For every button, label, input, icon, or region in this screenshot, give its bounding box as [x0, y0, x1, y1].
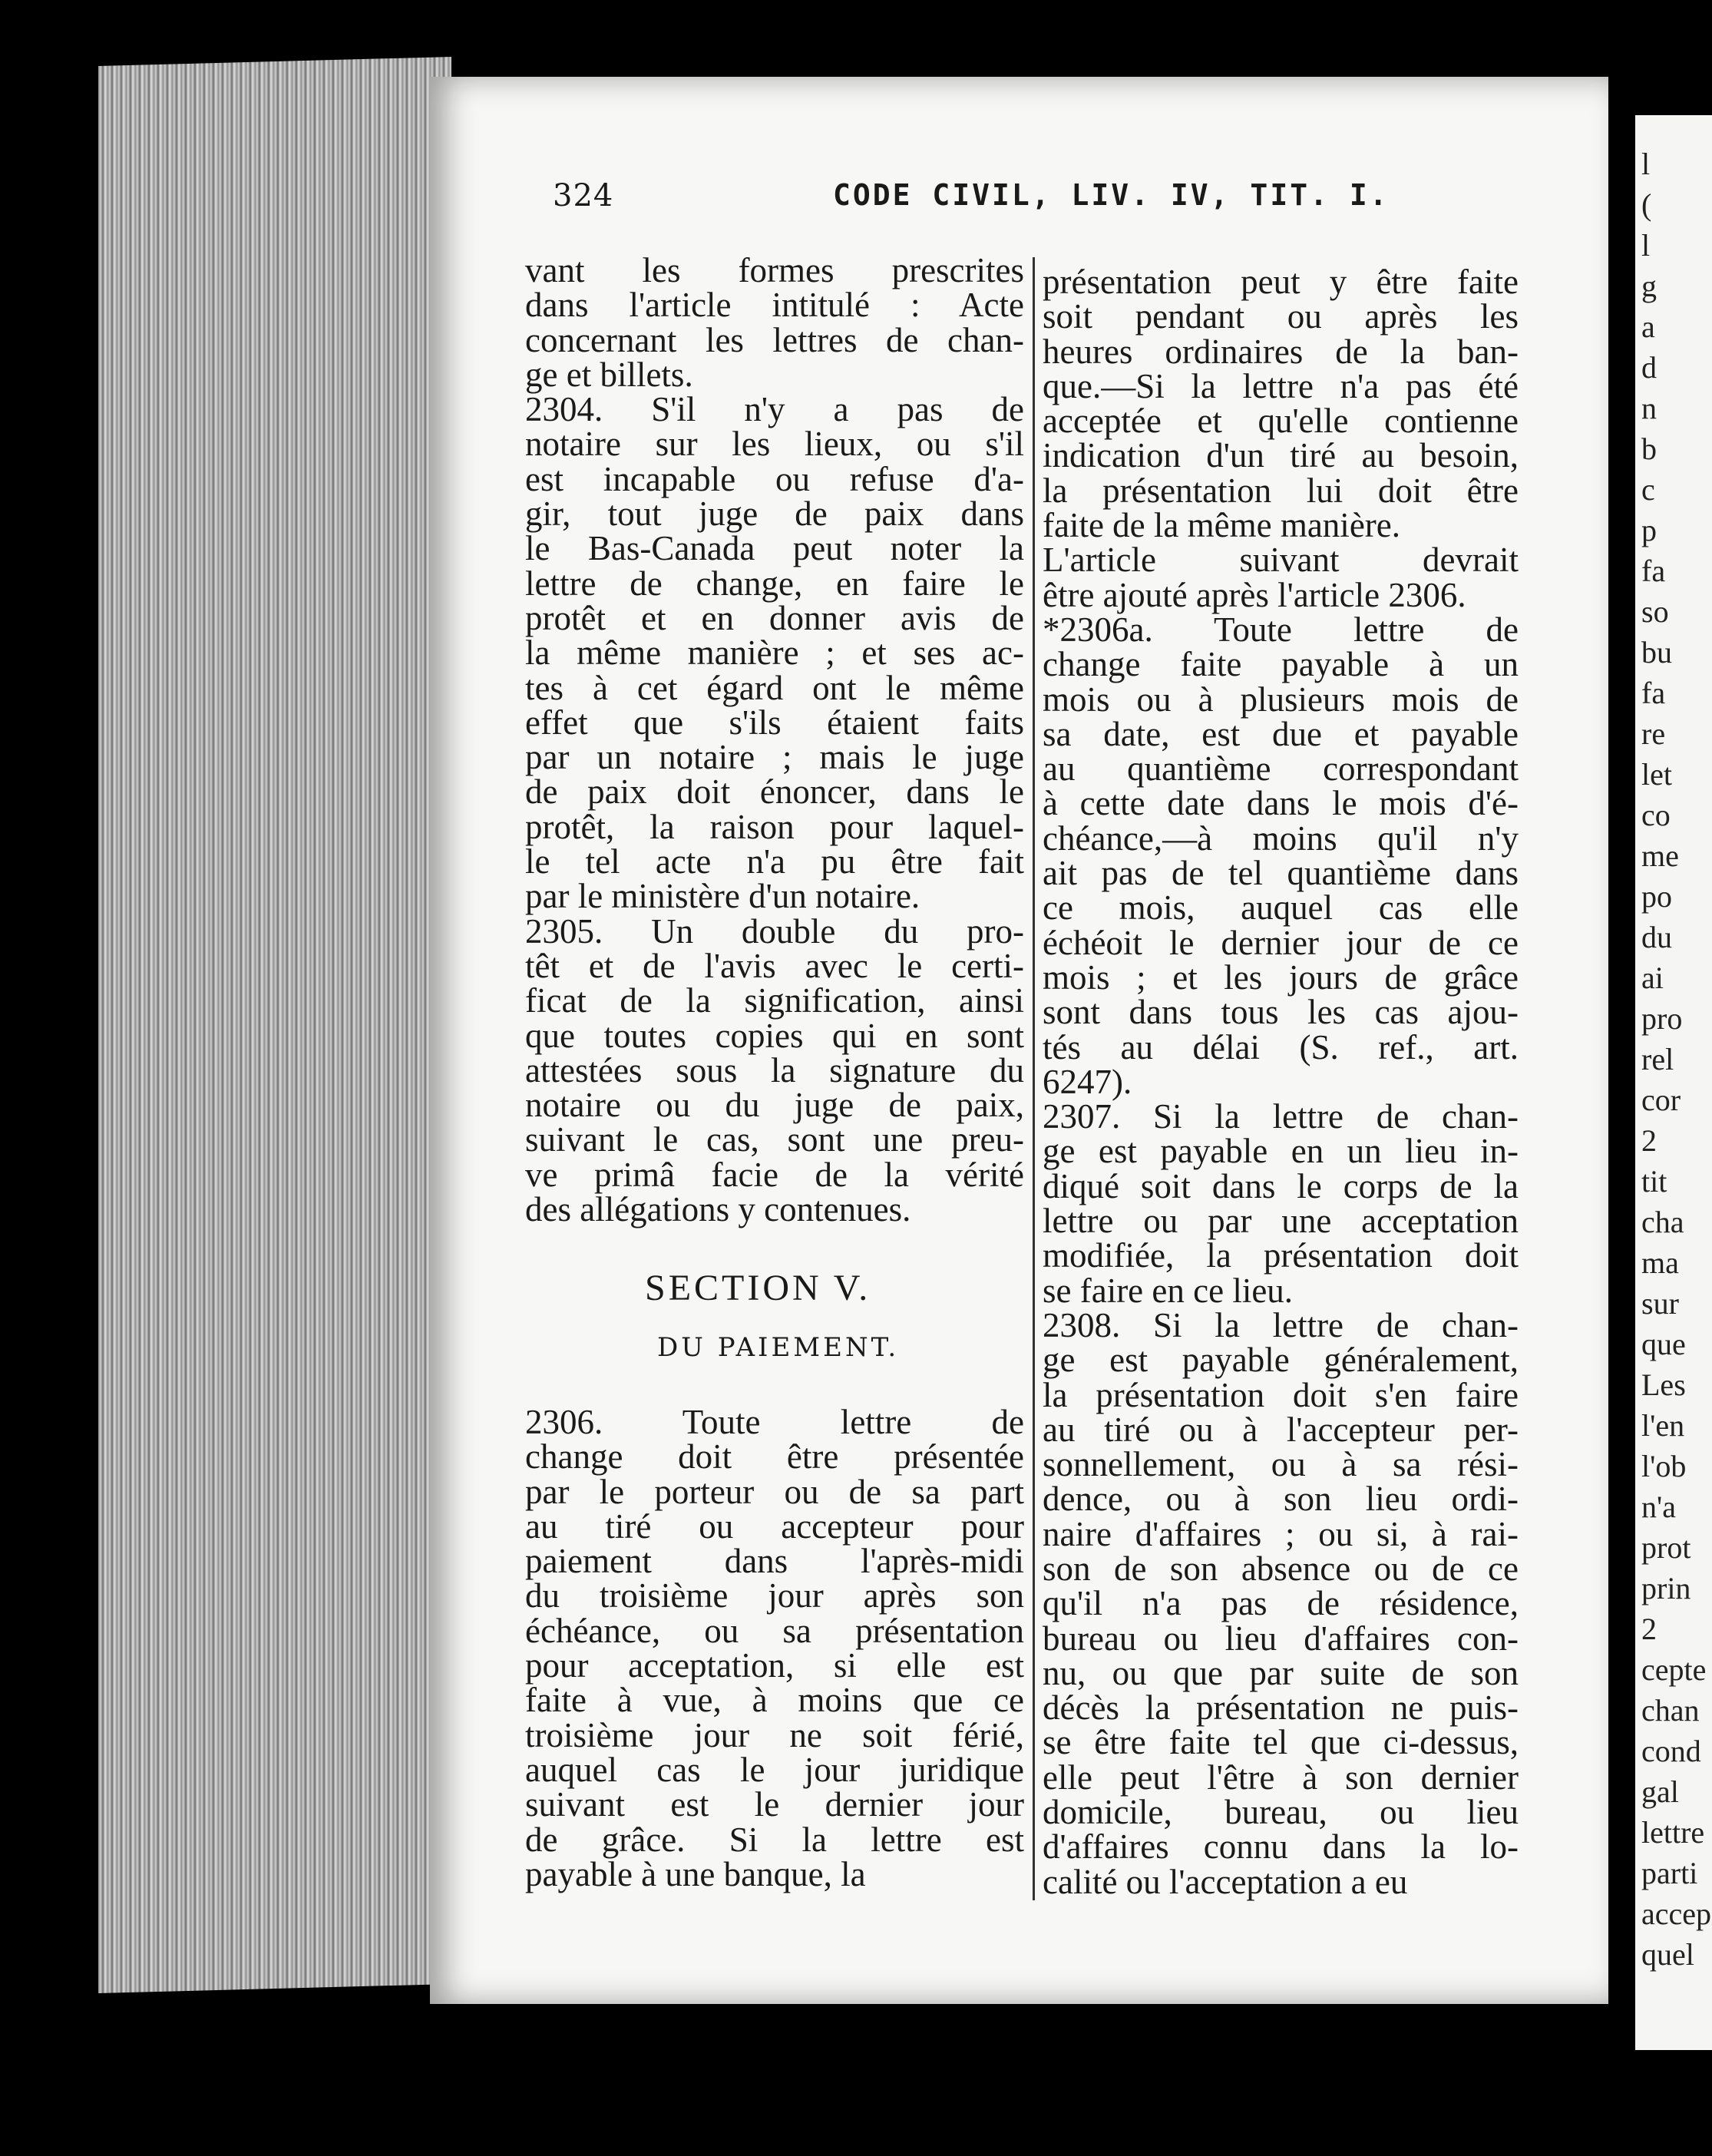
text-line: concernant les lettres de chan-	[525, 320, 1024, 359]
text-line: ve primâ facie de la vérité	[525, 1155, 1024, 1194]
text-line: la même manière ; et ses ac-	[525, 633, 1024, 673]
text-line: son de son absence ou de ce	[1043, 1549, 1519, 1588]
text-line: par le ministère d'un notaire.	[525, 877, 920, 916]
text-line: auquel cas le jour juridique	[525, 1750, 1024, 1789]
text-line: notaire ou du juge de paix,	[525, 1086, 1024, 1125]
text-line: soit pendant ou après les	[1043, 297, 1519, 336]
facing-page-text-fragment: l	[1641, 228, 1651, 263]
text-line: indication d'un tiré au besoin,	[1043, 436, 1519, 475]
text-line: elle peut l'être à son dernier	[1043, 1758, 1519, 1797]
text-line: sont dans tous les cas ajou-	[1043, 993, 1519, 1032]
text-line: au quantième correspondant	[1043, 749, 1519, 789]
facing-page-text-fragment: l	[1641, 147, 1651, 181]
facing-page-text-fragment: accep	[1641, 1896, 1712, 1931]
facing-page-text-fragment: me	[1641, 838, 1679, 873]
text-line: le tel acte n'a pu être fait	[525, 842, 1024, 881]
text-line: suivant est le dernier jour	[525, 1785, 1024, 1824]
text-line: échéoit le dernier jour de ce	[1043, 923, 1519, 962]
text-line: ficat de la signification, ainsi	[525, 981, 1024, 1020]
facing-page-text-fragment: cond	[1641, 1734, 1701, 1768]
facing-page-text-fragment: prot	[1641, 1530, 1691, 1565]
text-line: se faire en ce lieu.	[1043, 1271, 1294, 1310]
facing-page-text-fragment: prin	[1641, 1571, 1691, 1605]
facing-page-text-fragment: l'ob	[1641, 1449, 1687, 1483]
facing-page-text-fragment: parti	[1641, 1856, 1698, 1890]
text-line: calité ou l'acceptation a eu	[1043, 1862, 1408, 1901]
text-line: acceptée et qu'elle contienne	[1043, 402, 1519, 441]
facing-page-text-fragment: Les	[1641, 1367, 1686, 1402]
text-line: modifiée, la présentation doit	[1043, 1236, 1519, 1275]
text-line: par un notaire ; mais le juge	[525, 738, 1024, 777]
text-line: paiement dans l'après-midi	[525, 1542, 1024, 1581]
facing-page-text-fragment: n'a	[1641, 1490, 1676, 1524]
facing-page-text-fragment: tit	[1641, 1164, 1667, 1199]
text-line: diqué soit dans le corps de la	[1043, 1166, 1519, 1205]
facing-page-text-fragment: cha	[1641, 1205, 1684, 1239]
text-line: 2306. Toute lettre de	[525, 1403, 1024, 1441]
text-line: du troisième jour après son	[525, 1576, 1024, 1615]
facing-page-text-fragment: c	[1641, 472, 1655, 507]
text-line: de grâce. Si la lettre est	[525, 1820, 1024, 1859]
text-line: 2308. Si la lettre de chan-	[1043, 1305, 1519, 1344]
text-line: sonnellement, ou à sa rési-	[1043, 1445, 1519, 1484]
text-line: ge est payable généralement,	[1043, 1341, 1519, 1380]
facing-page-text-fragment: b	[1641, 432, 1657, 466]
facing-page-text-fragment: bu	[1641, 635, 1672, 670]
facing-page-text-fragment: 2	[1641, 1612, 1657, 1646]
text-line: sa date, est due et payable	[1043, 714, 1519, 753]
text-line: suivant le cas, sont une preu-	[525, 1120, 1024, 1159]
text-line: faite de la même manière.	[1043, 506, 1400, 545]
facing-page-text-fragment: lettre	[1641, 1815, 1705, 1850]
text-line: dence, ou à son lieu ordi-	[1043, 1480, 1519, 1519]
facing-page-text-fragment: co	[1641, 798, 1671, 832]
text-line: de paix doit énoncer, dans le	[525, 772, 1024, 812]
text-line: être ajouté après l'article 2306.	[1043, 575, 1466, 614]
text-line: lettre ou par une acceptation	[1043, 1202, 1519, 1241]
facing-page-text-fragment: so	[1641, 594, 1669, 629]
left-column-top	[525, 253, 1024, 1227]
text-line: le Bas-Canada peut noter la	[525, 529, 1024, 568]
text-line: naire d'affaires ; ou si, à rai-	[1043, 1514, 1519, 1553]
text-line: qu'il n'a pas de résidence,	[1043, 1584, 1519, 1623]
text-line: bureau ou lieu d'affaires con-	[1043, 1619, 1519, 1658]
text-line: attestées sous la signature du	[525, 1050, 1024, 1090]
text-line: échéance, ou sa présentation	[525, 1611, 1024, 1650]
facing-page-text-fragment: g	[1641, 269, 1657, 303]
text-line: dans l'article intitulé : Acte	[525, 286, 1024, 325]
left-column-bottom	[525, 1405, 1024, 1892]
text-line: par le porteur ou de sa part	[525, 1472, 1024, 1511]
facing-page-text-fragment: (	[1641, 187, 1652, 222]
section-subtitle: DU PAIEMENT.	[657, 1332, 900, 1363]
text-line: vant les formes prescrites	[525, 251, 1024, 289]
text-line: mois ou à plusieurs mois de	[1043, 680, 1519, 719]
text-line: effet que s'ils étaient faits	[525, 703, 1024, 742]
text-line: des allégations y contenues.	[525, 1190, 911, 1229]
text-line: 2307. Si la lettre de chan-	[1043, 1097, 1519, 1136]
text-line: 6247).	[1043, 1062, 1132, 1101]
right-column	[1043, 265, 1519, 1900]
text-line: 2305. Un double du pro-	[525, 911, 1024, 951]
text-line: est incapable ou refuse d'a-	[525, 459, 1024, 498]
running-title: CODE CIVIL, LIV. IV, TIT. I.	[833, 178, 1390, 212]
facing-page-text-fragment: cepte	[1641, 1652, 1707, 1687]
text-line: mois ; et les jours de grâce	[1043, 957, 1519, 997]
text-line: L'article suivant devrait	[1043, 541, 1519, 580]
facing-page-text-fragment: l'en	[1641, 1408, 1685, 1443]
text-line: lettre de change, en faire le	[525, 564, 1024, 603]
text-line: payable à une banque, la	[525, 1854, 866, 1893]
text-line: ge est payable en un lieu in-	[1043, 1132, 1519, 1171]
text-line: gir, tout juge de paix dans	[525, 494, 1024, 534]
page-number: 324	[553, 178, 614, 213]
facing-page-text-fragment: cor	[1641, 1083, 1681, 1117]
text-line: change faite payable à un	[1043, 645, 1519, 684]
facing-page-text-fragment: 2	[1641, 1123, 1657, 1158]
text-line: têt et de l'avis avec le certi-	[525, 946, 1024, 985]
section-title: SECTION V.	[645, 1268, 871, 1308]
text-line: se être faite tel que ci-dessus,	[1043, 1723, 1519, 1762]
facing-page-text-fragment: que	[1641, 1327, 1686, 1361]
text-line: notaire sur les lieux, ou s'il	[525, 425, 1024, 464]
facing-page-text-fragment: sur	[1641, 1286, 1679, 1321]
text-line: au tiré ou à l'accepteur per-	[1043, 1410, 1519, 1449]
facing-page-text-fragment: d	[1641, 350, 1657, 385]
text-line: d'affaires connu dans la lo-	[1043, 1827, 1519, 1867]
text-line: chéance,—à moins qu'il n'y	[1043, 818, 1519, 858]
facing-page-text-fragment: p	[1641, 513, 1657, 547]
text-line: tes à cet égard ont le même	[525, 668, 1024, 707]
facing-page-text-fragment: n	[1641, 391, 1657, 425]
facing-page-text-fragment: let	[1641, 757, 1672, 792]
facing-page-text-fragment: rel	[1641, 1042, 1674, 1076]
book-page-edges	[98, 57, 451, 1993]
text-line: protêt, la raison pour laquel-	[525, 807, 1024, 846]
facing-page-fragment	[1635, 115, 1712, 2050]
text-line: au tiré ou accepteur pour	[525, 1506, 1024, 1546]
text-line: tés au délai (S. ref., art.	[1043, 1027, 1519, 1066]
text-line: domicile, bureau, ou lieu	[1043, 1793, 1519, 1832]
text-line: *2306a. Toute lettre de	[1043, 610, 1519, 649]
facing-page-text-fragment: quel	[1641, 1937, 1694, 1972]
text-line: heures ordinaires de la ban-	[1043, 332, 1519, 371]
text-line: que toutes copies qui en sont	[525, 1016, 1024, 1055]
text-line: troisième jour ne soit férié,	[525, 1715, 1024, 1754]
text-line: la présentation lui doit être	[1043, 471, 1519, 510]
facing-page-text-fragment: a	[1641, 309, 1655, 344]
facing-page-text-fragment: fa	[1641, 554, 1666, 588]
facing-page-text-fragment: ai	[1641, 961, 1664, 995]
text-line: présentation peut y être faite	[1043, 263, 1519, 301]
text-line: à cette date dans le mois d'é-	[1043, 784, 1519, 823]
text-line: nu, ou que par suite de son	[1043, 1653, 1519, 1692]
text-line: 2304. S'il n'y a pas de	[525, 390, 1024, 429]
facing-page-text-fragment: po	[1641, 879, 1672, 914]
text-line: ge et billets.	[525, 355, 693, 394]
text-line: décès la présentation ne puis-	[1043, 1688, 1519, 1728]
text-line: protêt et en donner avis de	[525, 598, 1024, 637]
text-line: faite à vue, à moins que ce	[525, 1681, 1024, 1720]
text-line: la présentation doit s'en faire	[1043, 1375, 1519, 1414]
facing-page-text-fragment: ma	[1641, 1245, 1679, 1280]
text-line: ait pas de tel quantième dans	[1043, 854, 1519, 893]
text-line: que.—Si la lettre n'a pas été	[1043, 366, 1519, 405]
facing-page-text-fragment: chan	[1641, 1693, 1700, 1728]
facing-page-text-fragment: pro	[1641, 1001, 1683, 1036]
facing-page-text-fragment: gal	[1641, 1774, 1679, 1809]
text-line: change doit être présentée	[525, 1437, 1024, 1476]
column-rule	[1033, 257, 1035, 1900]
facing-page-text-fragment: fa	[1641, 676, 1666, 710]
facing-page-text-fragment: du	[1641, 920, 1672, 954]
facing-page-text-fragment: re	[1641, 716, 1666, 751]
book-gutter	[1608, 0, 1639, 2156]
text-line: ce mois, auquel cas elle	[1043, 888, 1519, 928]
text-line: pour acceptation, si elle est	[525, 1646, 1024, 1685]
